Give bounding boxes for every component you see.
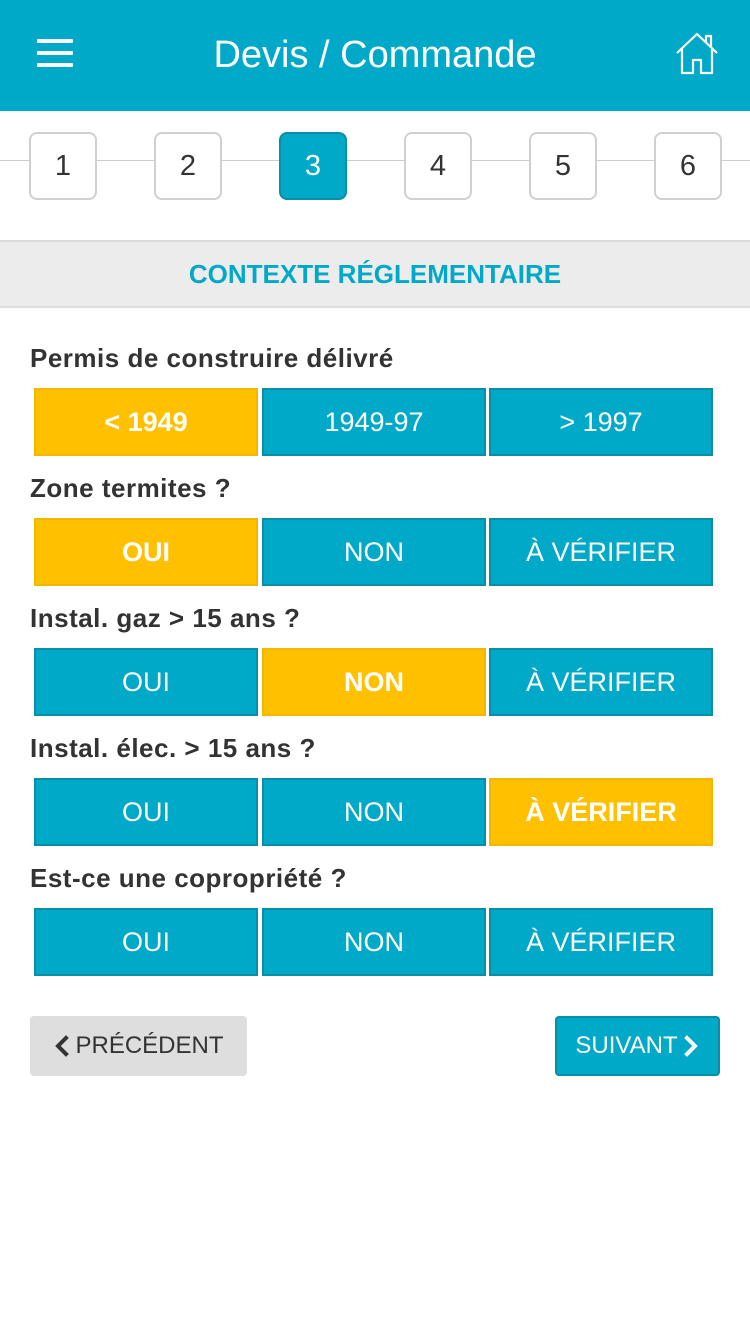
option-before-1949-selected[interactable]: < 1949: [34, 388, 258, 456]
progress-stepper: [0, 112, 750, 240]
step-3-active[interactable]: 3: [279, 132, 347, 200]
option-non[interactable]: NON: [262, 908, 486, 976]
question-gaz-label: Instal. gaz > 15 ans ?: [30, 603, 301, 633]
section-header: [0, 240, 750, 308]
question-termites-options: [34, 518, 714, 586]
home-icon[interactable]: [674, 30, 720, 76]
chevron-left-icon: [53, 1035, 71, 1057]
option-after-1997[interactable]: > 1997: [489, 388, 713, 456]
next-button[interactable]: [555, 1016, 720, 1076]
app-header: [0, 0, 750, 111]
step-4[interactable]: 4: [404, 132, 472, 200]
next-button-label: SUIVANT: [575, 1032, 678, 1059]
option-non[interactable]: NON: [262, 778, 486, 846]
step-6[interactable]: 6: [654, 132, 722, 200]
question-copropriete-options: [34, 908, 714, 976]
step-5[interactable]: 5: [529, 132, 597, 200]
option-oui-selected[interactable]: OUI: [34, 518, 258, 586]
page-title: Devis / Commande: [213, 34, 537, 76]
step-1[interactable]: 1: [29, 132, 97, 200]
step-2[interactable]: 2: [154, 132, 222, 200]
chevron-right-icon: [682, 1035, 700, 1057]
question-elec-label: Instal. élec. > 15 ans ?: [30, 733, 316, 763]
stepper-connector-line: [0, 160, 750, 161]
option-a-verifier[interactable]: À VÉRIFIER: [489, 648, 713, 716]
question-copropriete-label: Est-ce une copropriété ?: [30, 863, 347, 893]
question-termites-label: Zone termites ?: [30, 473, 232, 503]
option-oui[interactable]: OUI: [34, 648, 258, 716]
section-title: CONTEXTE RÉGLEMENTAIRE: [188, 259, 562, 289]
option-non-selected[interactable]: NON: [262, 648, 486, 716]
previous-button[interactable]: [30, 1016, 247, 1076]
previous-button-label: PRÉCÉDENT: [75, 1032, 224, 1059]
option-a-verifier[interactable]: À VÉRIFIER: [489, 908, 713, 976]
question-permis-label: Permis de construire délivré: [30, 343, 394, 373]
option-non[interactable]: NON: [262, 518, 486, 586]
question-gaz-options: [34, 648, 714, 716]
option-a-verifier-selected[interactable]: À VÉRIFIER: [489, 778, 713, 846]
option-a-verifier[interactable]: À VÉRIFIER: [489, 518, 713, 586]
option-oui[interactable]: OUI: [34, 908, 258, 976]
question-elec-options: [34, 778, 714, 846]
option-1949-97[interactable]: 1949-97: [262, 388, 486, 456]
option-oui[interactable]: OUI: [34, 778, 258, 846]
question-permis-options: [34, 388, 714, 456]
